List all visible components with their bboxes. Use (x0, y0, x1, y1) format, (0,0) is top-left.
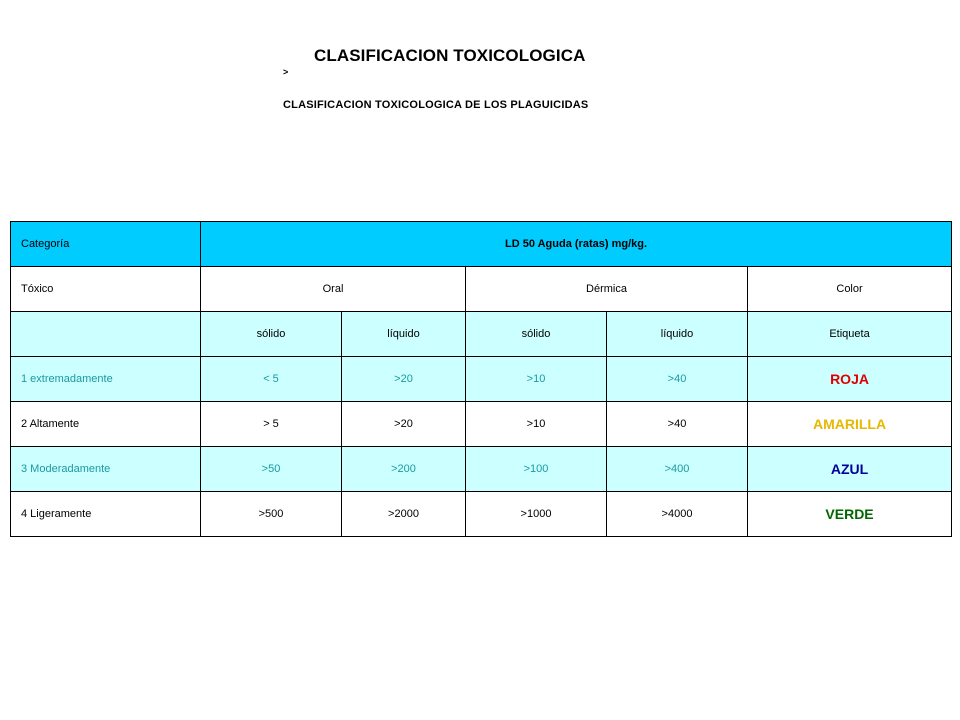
row-oral-liquido: >20 (342, 402, 466, 447)
toxicology-table (10, 221, 952, 537)
subheader-oral: Oral (201, 267, 466, 312)
row-oral-liquido: >2000 (342, 492, 466, 537)
subsubheader-oral-liquido: líquido (342, 312, 466, 357)
row-dermica-liquido: >40 (607, 402, 748, 447)
row-label-roja: ROJA (748, 357, 952, 402)
page-subtitle: CLASIFICACION TOXICOLOGICA DE LOS PLAGUICIDAS (283, 99, 589, 111)
table-header-row (11, 222, 952, 267)
row-label-amarilla: AMARILLA (748, 402, 952, 447)
bullet-arrow-icon: > (283, 67, 289, 77)
page-title: CLASIFICACION TOXICOLOGICA (314, 46, 586, 65)
row-oral-solido: > 5 (201, 402, 342, 447)
row-dermica-solido: >10 (466, 402, 607, 447)
header-ld50: LD 50 Aguda (ratas) mg/kg. (201, 222, 952, 267)
row-oral-solido: >500 (201, 492, 342, 537)
table-row (11, 402, 952, 447)
table-subsubheader-row (11, 312, 952, 357)
row-dermica-solido: >1000 (466, 492, 607, 537)
row-dermica-liquido: >4000 (607, 492, 748, 537)
row-dermica-solido: >100 (466, 447, 607, 492)
row-oral-solido: >50 (201, 447, 342, 492)
table-subheader-row (11, 267, 952, 312)
subsubheader-empty (11, 312, 201, 357)
row-category: 1 extremadamente (11, 357, 201, 402)
row-label-verde: VERDE (748, 492, 952, 537)
table-row (11, 447, 952, 492)
table-row (11, 492, 952, 537)
row-dermica-liquido: >400 (607, 447, 748, 492)
row-oral-liquido: >200 (342, 447, 466, 492)
header-category: Categoría (11, 222, 201, 267)
subsubheader-dermica-liquido: líquido (607, 312, 748, 357)
row-label-azul: AZUL (748, 447, 952, 492)
row-dermica-liquido: >40 (607, 357, 748, 402)
row-oral-liquido: >20 (342, 357, 466, 402)
subsubheader-oral-solido: sólido (201, 312, 342, 357)
table-row (11, 357, 952, 402)
row-category: 4 Ligeramente (11, 492, 201, 537)
subheader-color: Color (748, 267, 952, 312)
row-dermica-solido: >10 (466, 357, 607, 402)
subheader-dermica: Dérmica (466, 267, 748, 312)
subsubheader-dermica-solido: sólido (466, 312, 607, 357)
row-oral-solido: < 5 (201, 357, 342, 402)
subheader-toxico: Tóxico (11, 267, 201, 312)
row-category: 3 Moderadamente (11, 447, 201, 492)
subsubheader-etiqueta: Etiqueta (748, 312, 952, 357)
row-category: 2 Altamente (11, 402, 201, 447)
